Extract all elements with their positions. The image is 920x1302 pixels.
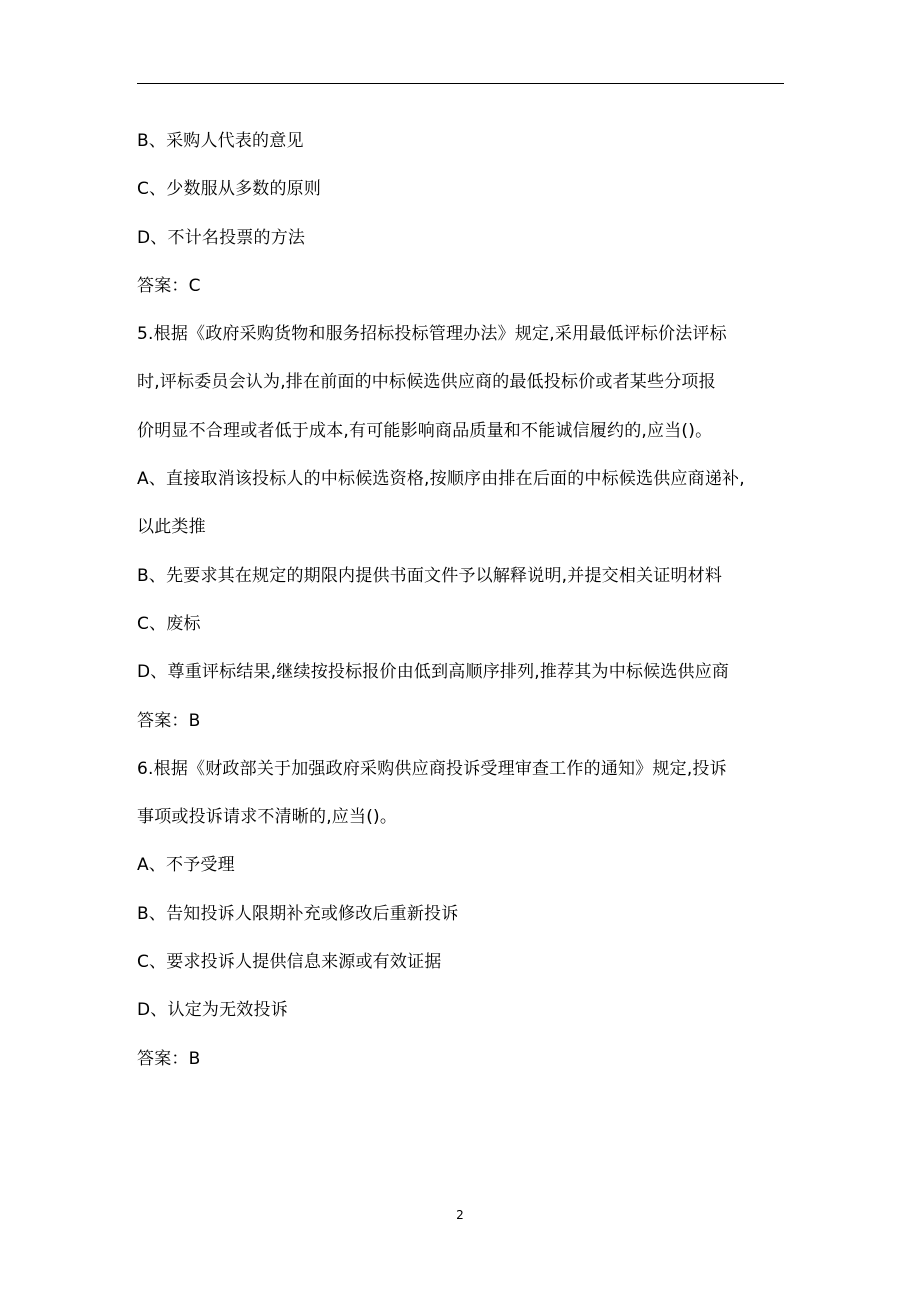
answer-q6: 答案：B (137, 1048, 201, 1069)
option-b-q6: B、告知投诉人限期补充或修改后重新投诉 (137, 903, 459, 924)
header-rule (137, 83, 784, 84)
option-d-q5: D、尊重评标结果,继续按投标报价由低到高顺序排列,推荐其为中标候选供应商 (137, 662, 730, 683)
option-c-q6: C、要求投诉人提供信息来源或有效证据 (137, 952, 442, 973)
question-6-line-1: 6.根据《财政部关于加强政府采购供应商投诉受理审查工作的通知》规定,投诉 (137, 758, 727, 779)
option-c-q4: C、少数服从多数的原则 (137, 179, 322, 200)
page-number: 2 (456, 1208, 464, 1222)
document-body (137, 117, 787, 1083)
option-a-q5-line-2: 以此类推 (137, 517, 206, 538)
option-b-q4: B、采购人代表的意见 (137, 131, 304, 151)
option-d-q6: D、认定为无效投诉 (137, 1000, 288, 1021)
option-a-q5-line-1: A、直接取消该投标人的中标候选资格,按顺序由排在后面的中标候选供应商递补, (137, 469, 745, 490)
option-c-q5: C、废标 (137, 613, 201, 634)
question-6-line-2: 事项或投诉请求不清晰的,应当()。 (137, 807, 398, 828)
question-5-line-2: 时,评标委员会认为,排在前面的中标候选供应商的最低投标价或者某些分项报 (137, 372, 716, 393)
option-b-q5: B、先要求其在规定的期限内提供书面文件予以解释说明,并提交相关证明材料 (137, 565, 723, 586)
option-d-q4: D、不计名投票的方法 (137, 227, 306, 248)
option-a-q6: A、不予受理 (137, 855, 235, 876)
question-5-line-1: 5.根据《政府采购货物和服务招标投标管理办法》规定,采用最低评标价法评标 (137, 324, 727, 345)
answer-q5: 答案：B (137, 710, 201, 731)
answer-q4: 答案：C (137, 275, 201, 296)
question-5-line-3: 价明显不合理或者低于成本,有可能影响商品质量和不能诚信履约的,应当()。 (137, 420, 713, 441)
